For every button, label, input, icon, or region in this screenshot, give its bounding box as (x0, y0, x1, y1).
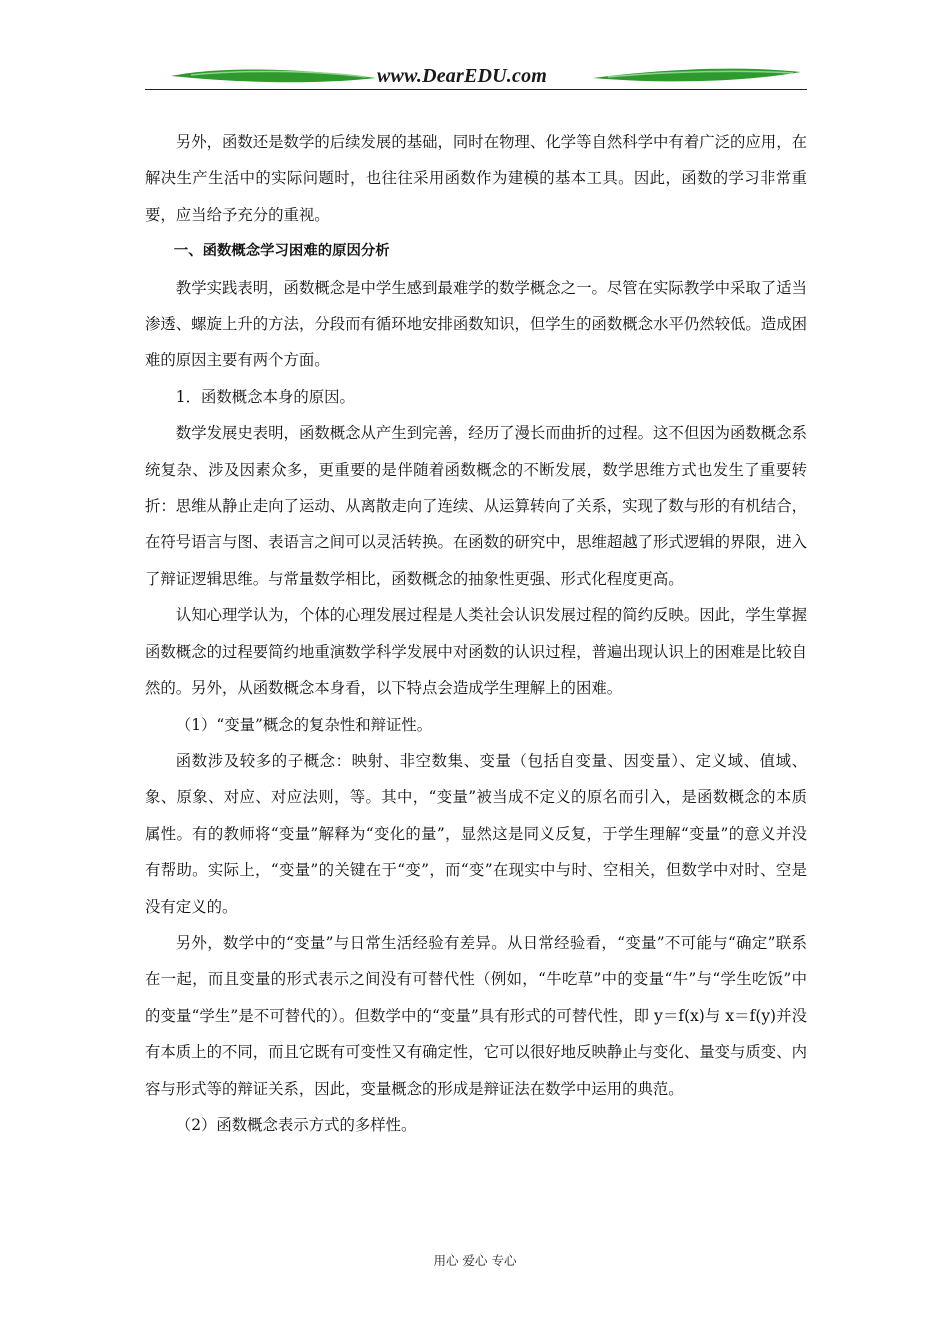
subsection-heading: （1）“变量”概念的复杂性和辩证性。 (175, 715, 433, 734)
paragraph: 另外，数学中的“变量”与日常生活经验有差异。从日常经验看，“变量”不可能与“确定”联系在一起，而且变量的形式表示之间没有可替代性（例如，“牛吃草”中的变量“牛”与“学生吃饭”中的变量“学生”是不可替代的）。但数学中的“变量”具有形式的可替代性，即 y＝f(x)与 x＝f(y)并没有本质上的不同，而且它既有可变性又有确定性，它可以很好地反映静止与变化、量变与质变、内容与形式等的辩证关系，因此，变量概念的形成是辩证法在数学中运用的典范。 (145, 933, 807, 1098)
page-header (145, 62, 807, 94)
header-rule (145, 89, 807, 90)
paragraph: 数学发展史表明，函数概念从产生到完善，经历了漫长而曲折的过程。这不但因为函数概念系统复杂、涉及因素众多，更重要的是伴随着函数概念的不断发展，数学思维方式也发生了重要转折：思维从静止走向了运动、从离散走向了连续、从运算转向了关系，实现了数与形的有机结合，在符号语言与图、表语言之间可以灵活转换。在函数的研究中，思维超越了形式逻辑的界限，进入了辩证逻辑思维。与常量数学相比，函数概念的抽象性更强、形式化程度更高。 (145, 424, 807, 588)
brand-logo-text: www.DearEDU.com (377, 65, 548, 87)
page-footer: 用心 爱心 专心 (433, 1253, 517, 1268)
paragraph: 函数涉及较多的子概念：映射、非空数集、变量（包括自变量、因变量）、定义域、值域、象、原象、对应、对应法则，等。其中，“变量”被当成不定义的原名而引入，是函数概念的本质属性。有的教师将“变量”解释为“变化的量”，显然这是同义反复，于学生理解“变量”的意义并没有帮助。实际上，“变量”的关键在于“变”，而“变”在现实中与时、空相关，但数学中对时、空是没有定义的。 (145, 751, 807, 916)
right-swoosh-logo (593, 62, 803, 92)
paragraph-intro: 另外，函数还是数学的后续发展的基础，同时在物理、化学等自然科学中有着广泛的应用，在解决生产生活中的实际问题时，也往往采用函数作为建模的基本工具。因此，函数的学习非常重要，应当给予充分的重视。 (145, 133, 807, 224)
paragraph: 认知心理学认为，个体的心理发展过程是人类社会认识发展过程的简约反映。因此，学生掌握函数概念的过程要简约地重演数学科学发展中对函数的认识过程，普遍出现认识上的困难是比较自然的。另外，从函数概念本身看，以下特点会造成学生理解上的困难。 (145, 606, 807, 698)
document-body (145, 124, 807, 1143)
section-heading: 一、函数概念学习困难的原因分析 (173, 243, 390, 260)
subsection-heading: 1．函数概念本身的原因。 (175, 387, 355, 406)
paragraph: 教学实践表明，函数概念是中学生感到最难学的数学概念之一。尽管在实际教学中采取了适当渗透、螺旋上升的方法，分段而有循环地安排函数知识，但学生的函数概念水平仍然较低。造成困难的原因主要有两个方面。 (145, 278, 807, 370)
left-swoosh-logo (171, 62, 381, 92)
subsection-heading: （2）函数概念表示方式的多样性。 (175, 1115, 417, 1134)
